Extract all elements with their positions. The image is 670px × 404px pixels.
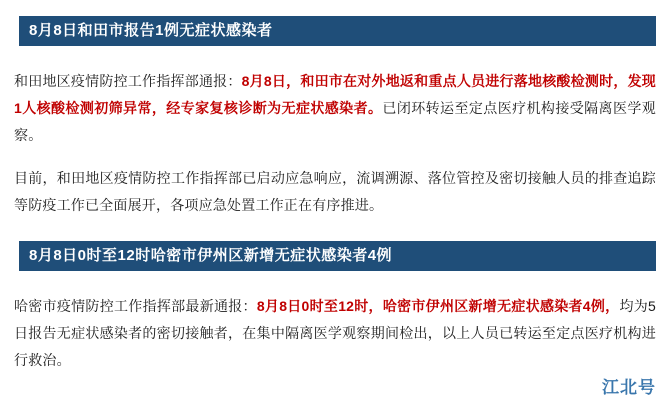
section-1-banner-title: 8月8日和田市报告1例无症状感染者 [29,22,273,39]
watermark-label: 江北号 [602,378,656,397]
text-run: 和田地区疫情防控工作指挥部通报： [14,73,242,89]
spacer [0,149,670,165]
text-run: 均为5日报告无症状感染者的密切接触者，在集中隔离医学观察期间检出，以上人员已转运至定点医疗机构进行救治。 [14,298,656,368]
news-section-1 [0,16,670,219]
top-spacer [0,0,670,16]
section-1-banner [14,16,656,46]
spacer [0,219,670,241]
section-1-paragraph-2 [14,165,656,219]
highlight-run: 8月8日0时至12时，哈密市伊州区新增无症状感染者4例， [256,298,620,314]
section-1-paragraph-1 [14,68,656,149]
spacer [0,46,670,68]
text-run: 目前，和田地区疫情防控工作指挥部已启动应急响应，流调溯源、落位管控及密切接触人员的排查追踪等防疫工作已全面展开，各项应急处置工作正在有序推进。 [14,170,656,213]
text-run: 哈密市疫情防控工作指挥部最新通报： [14,298,257,314]
section-2-banner [14,241,656,271]
section-2-paragraph-1 [14,293,656,374]
highlight-run: 8月8日，和田市在对外地返和重点人员进行落地核酸检测时，发现1人核酸检测初筛异常，经专家复核诊断为无症状感染者。 [14,73,656,116]
news-section-2 [0,241,670,374]
section-2-banner-title: 8月8日0时至12时哈密市伊州区新增无症状感染者4例 [29,247,393,264]
text-run: 已闭环转运至定点医疗机构接受隔离医学观察。 [14,100,656,143]
spacer [0,271,670,293]
